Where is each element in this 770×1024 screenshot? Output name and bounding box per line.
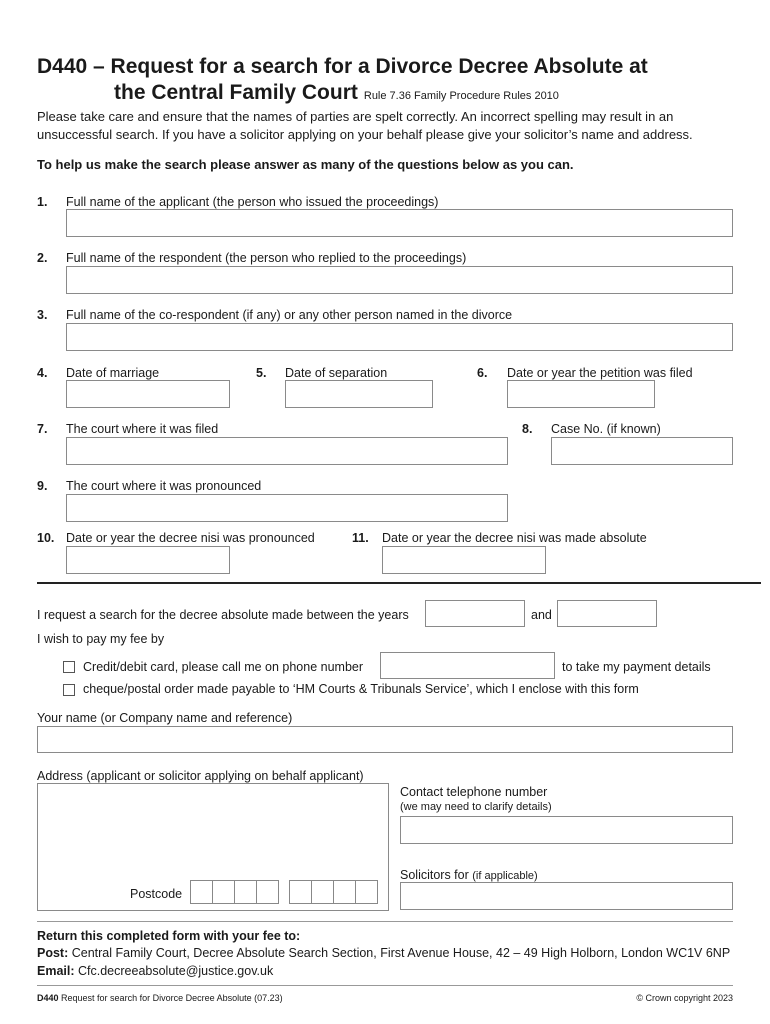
post-label: Post: bbox=[37, 946, 69, 960]
footer-desc: Request for search for Divorce Decree Absolute (07.23) bbox=[61, 993, 283, 1003]
payment-phone-field[interactable] bbox=[380, 652, 555, 679]
footer-divider bbox=[37, 985, 733, 986]
q11-label: Date or year the decree nisi was made absolute bbox=[382, 531, 647, 545]
address-title: Address bbox=[37, 769, 83, 783]
q9-label: The court where it was pronounced bbox=[66, 479, 262, 493]
lead-instruction: To help us make the search please answer as many of the questions below as you can. bbox=[37, 157, 574, 172]
return-email bbox=[37, 964, 273, 978]
q8-number: 8. bbox=[522, 422, 533, 436]
q7-label: The court where it was filed bbox=[66, 422, 219, 436]
your-name-field[interactable] bbox=[37, 726, 733, 753]
cheque-payment-label: cheque/postal order made payable to ‘HM Courts & Tribunals Service’, which I enclose with this form bbox=[83, 682, 639, 696]
and-label: and bbox=[531, 608, 552, 622]
date-of-marriage-field[interactable] bbox=[66, 380, 230, 408]
q4-number: 4. bbox=[37, 366, 48, 380]
q1-number: 1. bbox=[37, 195, 48, 209]
footer-copyright: © Crown copyright 2023 bbox=[636, 993, 733, 1003]
case-number-field[interactable] bbox=[551, 437, 733, 465]
postcode-cell[interactable] bbox=[234, 880, 257, 904]
pay-fee-label: I wish to pay my fee by bbox=[37, 632, 165, 646]
address-label bbox=[37, 769, 364, 783]
solicitors-for-field[interactable] bbox=[400, 882, 733, 910]
postcode-cell[interactable] bbox=[289, 880, 312, 904]
q2-label: Full name of the respondent (the person who replied to the proceedings) bbox=[66, 251, 467, 265]
respondent-name-field[interactable] bbox=[66, 266, 733, 294]
contact-phone-label: Contact telephone number bbox=[400, 785, 548, 799]
contact-phone-field[interactable] bbox=[400, 816, 733, 844]
q2-number: 2. bbox=[37, 251, 48, 265]
your-name-title: Your name bbox=[37, 711, 97, 725]
court-pronounced-field[interactable] bbox=[66, 494, 508, 522]
contact-phone-hint: (we may need to clarify details) bbox=[400, 801, 552, 813]
postcode-cell[interactable] bbox=[355, 880, 378, 904]
q6-number: 6. bbox=[477, 366, 488, 380]
card-payment-suffix: to take my payment details bbox=[562, 660, 711, 674]
solicitors-for-title: Solicitors for bbox=[400, 868, 469, 882]
card-payment-checkbox[interactable] bbox=[63, 661, 75, 673]
search-years-label: I request a search for the decree absolute made between the years bbox=[37, 608, 409, 622]
form-title-line2 bbox=[114, 80, 559, 109]
applicant-name-field[interactable] bbox=[66, 209, 733, 237]
court-filed-field[interactable] bbox=[66, 437, 508, 465]
q10-number: 10. bbox=[37, 531, 55, 545]
year-to-field[interactable] bbox=[557, 600, 657, 627]
q8-label: Case No. (if known) bbox=[551, 422, 661, 436]
postcode-label: Postcode bbox=[130, 887, 183, 901]
q1-label: Full name of the applicant (the person who issued the proceedings) bbox=[66, 195, 439, 209]
email-label: Email: bbox=[37, 964, 75, 978]
decree-nisi-pronounced-field[interactable] bbox=[66, 546, 230, 574]
return-heading: Return this completed form with your fee to: bbox=[37, 929, 301, 943]
postcode-cell[interactable] bbox=[190, 880, 213, 904]
address-hint: (applicant or solicitor applying on behalf applicant) bbox=[86, 769, 364, 783]
rule-reference: Rule 7.36 Family Procedure Rules 2010 bbox=[363, 90, 559, 102]
q6-label: Date or year the petition was filed bbox=[507, 366, 693, 380]
q5-number: 5. bbox=[256, 366, 267, 380]
q11-number: 11. bbox=[352, 531, 369, 545]
petition-filed-date-field[interactable] bbox=[507, 380, 655, 408]
co-respondent-name-field[interactable] bbox=[66, 323, 733, 351]
postcode-cell[interactable] bbox=[212, 880, 235, 904]
postcode-cell[interactable] bbox=[256, 880, 279, 904]
return-post bbox=[37, 946, 730, 960]
postcode-cell[interactable] bbox=[333, 880, 356, 904]
q7-number: 7. bbox=[37, 422, 48, 436]
date-of-separation-field[interactable] bbox=[285, 380, 433, 408]
q4-label: Date of marriage bbox=[66, 366, 160, 380]
intro-text: Please take care and ensure that the names of parties are spelt correctly. An incorrect spelling may result in an unsuccessful search. If you have a solicitor applying on your behalf please give your solicitor’s name and address. bbox=[37, 109, 693, 142]
your-name-hint: (or Company name and reference) bbox=[100, 711, 293, 725]
q10-label: Date or year the decree nisi was pronounced bbox=[66, 531, 315, 545]
q3-label: Full name of the co-respondent (if any) or any other person named in the divorce bbox=[66, 308, 513, 322]
card-payment-label: Credit/debit card, please call me on phone number bbox=[83, 660, 364, 674]
solicitors-for-hint: (if applicable) bbox=[472, 870, 538, 882]
your-name-label bbox=[37, 711, 292, 725]
footer-code: D440 bbox=[37, 993, 59, 1003]
cheque-payment-checkbox[interactable] bbox=[63, 684, 75, 696]
decree-absolute-date-field[interactable] bbox=[382, 546, 546, 574]
q3-number: 3. bbox=[37, 308, 48, 322]
postcode-cell[interactable] bbox=[311, 880, 334, 904]
form-title: D440 – Request for a search for a Divorce Decree Absolute at bbox=[37, 55, 648, 78]
form-title-court: the Central Family Court bbox=[114, 81, 358, 104]
q5-label: Date of separation bbox=[285, 366, 388, 380]
email-address[interactable]: Cfc.decreeabsolute@justice.gov.uk bbox=[78, 964, 274, 978]
return-divider bbox=[37, 921, 733, 922]
year-from-field[interactable] bbox=[425, 600, 525, 627]
section-divider bbox=[37, 582, 761, 584]
solicitors-for-label bbox=[400, 868, 538, 882]
post-address: Central Family Court, Decree Absolute Search Section, First Avenue House, 42 – 49 High Holborn, London WC1V 6NP bbox=[71, 946, 731, 960]
q9-number: 9. bbox=[37, 479, 48, 493]
footer-form-ref bbox=[37, 993, 283, 1003]
